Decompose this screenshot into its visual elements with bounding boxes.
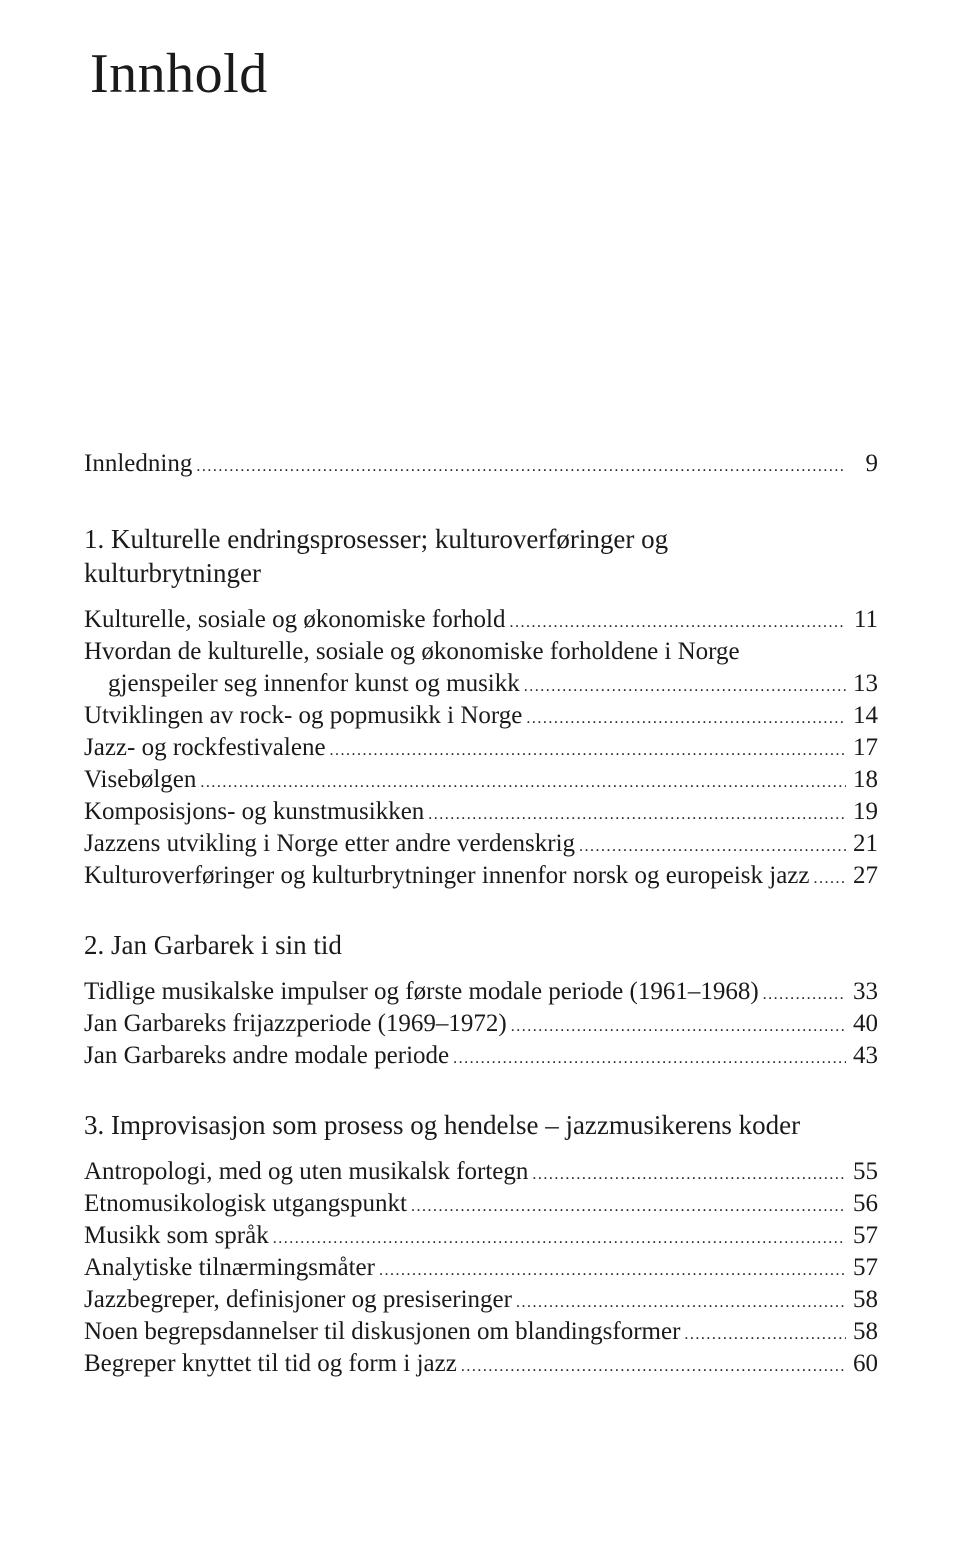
- toc-entry[interactable]: [84, 1156, 878, 1188]
- dot-leader: [461, 1351, 846, 1383]
- chapter-heading-2[interactable]: [84, 928, 878, 962]
- page-number: 57: [853, 1222, 878, 1249]
- entry-title: Musikk som språk: [84, 1222, 269, 1249]
- dot-leader: [526, 703, 846, 735]
- page-number: 43: [853, 1042, 878, 1069]
- page-number: 18: [853, 766, 878, 793]
- page-number: 27: [853, 862, 878, 889]
- chapter-heading-line: kulturbrytninger: [84, 558, 261, 588]
- toc-entry[interactable]: [84, 1220, 878, 1252]
- toc-entry[interactable]: [84, 860, 878, 892]
- dot-leader: [379, 1255, 846, 1287]
- entry-title: Visebølgen: [84, 766, 197, 793]
- dot-leader: [524, 671, 846, 703]
- entry-title: Etnomusikologisk utgangspunkt: [84, 1190, 407, 1217]
- entry-title: Jazzens utvikling i Norge etter andre verdenskrig: [84, 830, 576, 857]
- dot-leader: [814, 863, 847, 895]
- entry-title: Begreper knyttet til tid og form i jazz: [84, 1350, 457, 1377]
- page-number: 56: [853, 1190, 878, 1217]
- toc-entry[interactable]: [84, 764, 878, 796]
- page-number: 60: [853, 1350, 878, 1377]
- dot-leader: [273, 1223, 846, 1255]
- dot-leader: [684, 1319, 846, 1351]
- entry-title: Tidlige musikalske impulser og første modale periode (1961–1968): [84, 978, 759, 1005]
- entry-title: Noen begrepsdannelser til diskusjonen om blandingsformer: [84, 1318, 681, 1345]
- toc-entry[interactable]: [84, 1008, 878, 1040]
- toc-entry[interactable]: [84, 1316, 878, 1348]
- page-number: 58: [853, 1286, 878, 1313]
- toc-entry[interactable]: [84, 1188, 878, 1220]
- chapter-heading-line: 3. Improvisasjon som prosess og hendelse – jazzmusikerens koder: [84, 1110, 801, 1140]
- toc-entry[interactable]: [84, 1040, 878, 1072]
- entry-title: Jazz- og rockfestivalene: [84, 734, 326, 761]
- dot-leader: [532, 1159, 846, 1191]
- page-number: 21: [853, 830, 878, 857]
- entry-title: Kulturoverføringer og kulturbrytninger innenfor norsk og europeisk jazz: [84, 862, 810, 889]
- dot-leader: [579, 831, 846, 863]
- dot-leader: [411, 1191, 846, 1223]
- toc-entry[interactable]: [84, 732, 878, 764]
- page-number: 9: [865, 450, 878, 477]
- toc-entry[interactable]: [84, 796, 878, 828]
- page-number: 58: [853, 1318, 878, 1345]
- table-of-contents: [84, 448, 878, 1380]
- entry-title: Analytiske tilnærmingsmåter: [84, 1254, 375, 1281]
- dot-leader: [200, 767, 846, 799]
- chapter-heading-1[interactable]: [84, 522, 878, 590]
- toc-entry[interactable]: [84, 668, 878, 700]
- toc-entry[interactable]: [84, 1348, 878, 1380]
- entry-title: gjenspeiler seg innenfor kunst og musikk: [108, 670, 520, 697]
- page-number: 40: [853, 1010, 878, 1037]
- toc-entry[interactable]: [84, 604, 878, 636]
- dot-leader: [516, 1287, 846, 1319]
- page-number: 11: [853, 606, 878, 633]
- dot-leader: [763, 979, 846, 1011]
- dot-leader: [428, 799, 846, 831]
- page-number: 33: [853, 978, 878, 1005]
- toc-entry[interactable]: [84, 828, 878, 860]
- page-number: 17: [853, 734, 878, 761]
- chapter-heading-3[interactable]: [84, 1108, 878, 1142]
- toc-entry[interactable]: [84, 1284, 878, 1316]
- chapter-heading-line: 2. Jan Garbarek i sin tid: [84, 930, 342, 960]
- toc-entry[interactable]: [84, 700, 878, 732]
- chapter-heading-line: 1. Kulturelle endringsprosesser; kulturoverføringer og: [84, 524, 669, 554]
- page-number: 14: [853, 702, 878, 729]
- toc-entry-innledning[interactable]: [84, 448, 878, 480]
- toc-entry[interactable]: [84, 1252, 878, 1284]
- page-title: Innhold: [90, 43, 268, 105]
- dot-leader: [196, 451, 846, 483]
- page-number: 19: [853, 798, 878, 825]
- page-number: 57: [853, 1254, 878, 1281]
- page-number: 55: [853, 1158, 878, 1185]
- entry-title: Jan Garbareks andre modale periode: [84, 1042, 450, 1069]
- dot-leader: [511, 1011, 846, 1043]
- toc-entry[interactable]: [84, 976, 878, 1008]
- entry-title: Jan Garbareks frijazzperiode (1969–1972): [84, 1010, 507, 1037]
- page-number: 13: [853, 670, 878, 697]
- entry-title: Antropologi, med og uten musikalsk fortegn: [84, 1158, 529, 1185]
- entry-title: Utviklingen av rock- og popmusikk i Norge: [84, 702, 523, 729]
- entry-title: Innledning: [84, 450, 193, 477]
- dot-leader: [453, 1043, 846, 1075]
- dot-leader: [509, 607, 846, 639]
- toc-entry-first-line[interactable]: Hvordan de kulturelle, sosiale og økonomiske forholdene i Norge: [84, 638, 740, 665]
- dot-leader: [330, 735, 846, 767]
- entry-title: Komposisjons- og kunstmusikken: [84, 798, 425, 825]
- entry-title: Jazzbegreper, definisjoner og presiseringer: [84, 1286, 512, 1313]
- entry-title: Kulturelle, sosiale og økonomiske forhold: [84, 606, 506, 633]
